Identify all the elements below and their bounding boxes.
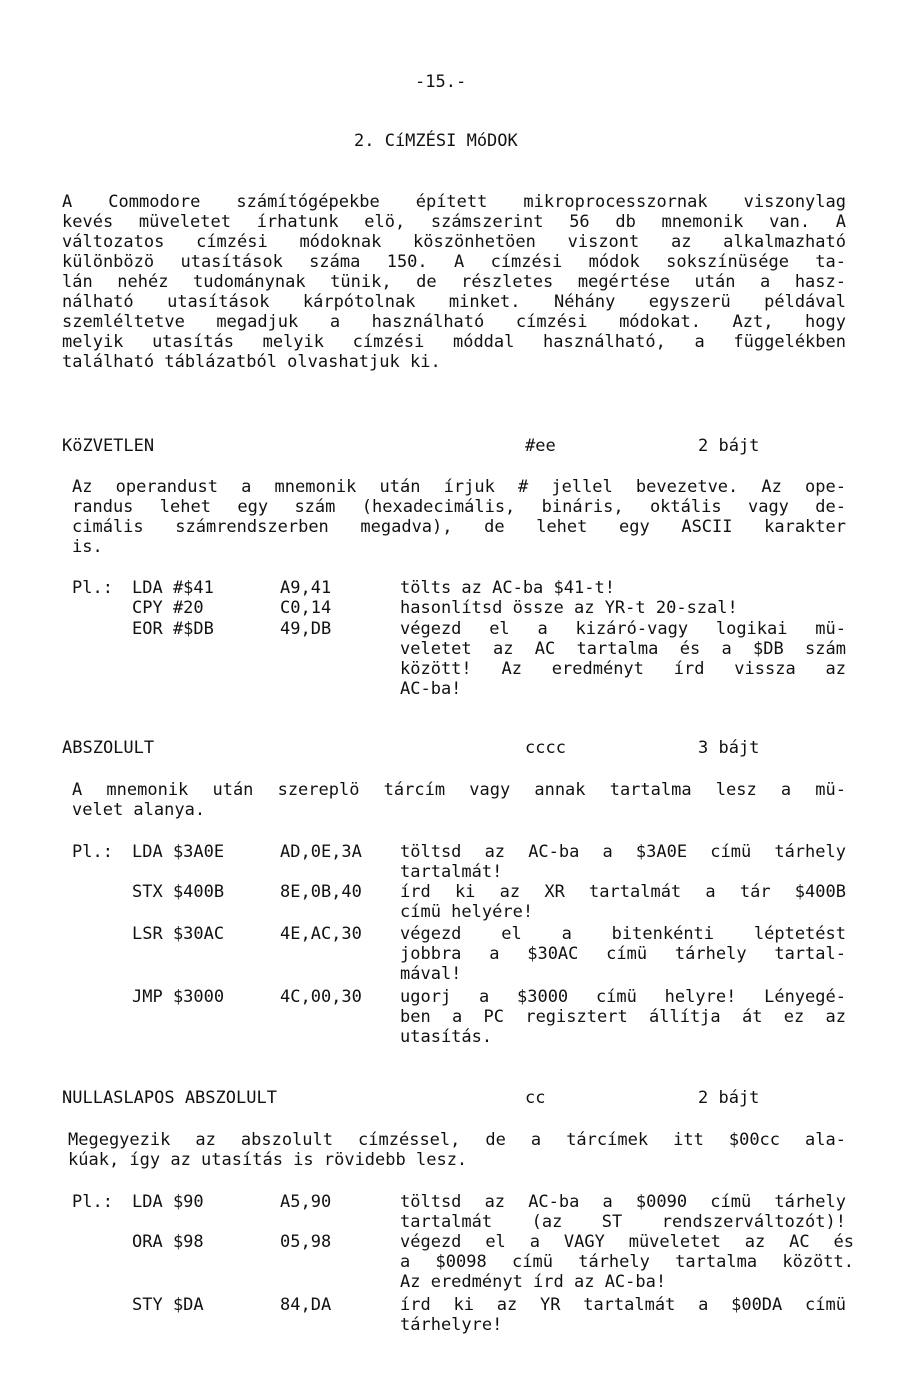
text-line: nálható utasítások kárpótolnak minket. Néhány egyszerü példával	[62, 292, 846, 312]
section-size: 2 bájt	[698, 1088, 760, 1108]
example-code: A9,41	[280, 578, 332, 598]
example-code: C0,14	[280, 598, 332, 618]
section-size: 3 bájt	[698, 738, 760, 758]
example-description	[400, 1232, 854, 1292]
example-description	[400, 882, 846, 922]
example-code: 4C,00,30	[280, 987, 362, 1007]
section-operand: #ee	[525, 436, 556, 456]
text-line: AC-ba!	[400, 679, 462, 699]
text-line: tartalmát!	[400, 862, 503, 882]
text-line: mával!	[400, 964, 462, 984]
example-code: 49,DB	[280, 619, 332, 639]
text-line: végezd el a kizáró-vagy logikai mü-	[400, 619, 846, 639]
example-instruction: CPY #20	[132, 598, 204, 618]
text-line: változatos címzési módoknak köszönhetöen viszont az alkalmazható	[62, 232, 846, 252]
text-line: randus lehet egy szám (hexadecimális, bináris, oktális vagy de-	[72, 497, 846, 517]
text-line: között! Az eredményt írd vissza az	[400, 659, 846, 679]
example-instruction: EOR #$DB	[132, 619, 214, 639]
section-name: ABSZOLULT	[62, 738, 155, 758]
example-instruction: JMP $3000	[132, 987, 225, 1007]
page-number: -15.-	[415, 72, 467, 92]
section-name: KöZVETLEN	[62, 436, 155, 456]
intro-paragraph	[62, 192, 846, 372]
text-line: Megegyezik az abszolult címzéssel, de a tárcímek itt $00cc ala-	[68, 1130, 846, 1150]
text-line: kúak, így az utasítás is rövidebb lesz.	[68, 1150, 468, 1170]
example-code: AD,0E,3A	[280, 842, 362, 862]
text-line: A Commodore számítógépekbe épített mikroprocesszornak viszonylag	[62, 192, 846, 212]
text-line: végezd el a VAGY müveletet az AC és	[400, 1232, 854, 1252]
text-line: lán nehéz tudománynak tünik, de részletes megértése után a hasz-	[62, 272, 846, 292]
text-line: szemléltetve megadjuk a használható címzési módokat. Azt, hogy	[62, 312, 846, 332]
example-instruction: LSR $30AC	[132, 924, 225, 944]
section-description	[72, 780, 846, 820]
example-code: 8E,0B,40	[280, 882, 362, 902]
example-code: 05,98	[280, 1232, 332, 1252]
text-line: végezd el a bitenkénti léptetést	[400, 924, 846, 944]
example-description	[400, 1192, 846, 1232]
text-line: kevés müveletet írhatunk elö, számszerint 56 db mnemonik van. A	[62, 212, 846, 232]
chapter-title: 2. CíMZÉSI MóDOK	[354, 131, 518, 151]
text-line: hasonlítsd össze az YR-t 20-szal!	[400, 598, 738, 618]
text-line: töltsd az AC-ba a $0090 címü tárhely	[400, 1192, 846, 1212]
section-description	[68, 1130, 846, 1170]
text-line: tölts az AC-ba $41-t!	[400, 578, 615, 598]
text-line: töltsd az AC-ba a $3A0E címü tárhely	[400, 842, 846, 862]
example-prefix: Pl.:	[72, 1192, 113, 1212]
example-instruction: LDA #$41	[132, 578, 214, 598]
text-line: jobbra a $30AC címü tárhely tartal-	[400, 944, 846, 964]
example-instruction: STY $DA	[132, 1295, 204, 1315]
example-code: 84,DA	[280, 1295, 332, 1315]
text-line: veletet az AC tartalma és a $DB szám	[400, 639, 846, 659]
example-instruction: LDA $90	[132, 1192, 204, 1212]
text-line: Az operandust a mnemonik után írjuk # jellel bevezetve. Az ope-	[72, 477, 846, 497]
example-code: A5,90	[280, 1192, 332, 1212]
example-description	[400, 578, 846, 598]
text-line: velet alanya.	[72, 800, 206, 820]
example-code: 4E,AC,30	[280, 924, 362, 944]
text-line: melyik utasítás melyik címzési móddal használható, a függelékben	[62, 332, 846, 352]
example-description	[400, 924, 846, 984]
example-description	[400, 1295, 846, 1335]
section-name: NULLASLAPOS ABSZOLULT	[62, 1088, 277, 1108]
text-line: tárhelyre!	[400, 1315, 503, 1335]
text-line: ben a PC regisztert állítja át ez az	[400, 1007, 846, 1027]
example-instruction: LDA $3A0E	[132, 842, 225, 862]
section-operand: cccc	[525, 738, 566, 758]
text-line: A mnemonik után szereplö tárcím vagy annak tartalma lesz a mü-	[72, 780, 846, 800]
example-description	[400, 598, 846, 618]
text-line: is.	[72, 537, 103, 557]
example-instruction: ORA $98	[132, 1232, 204, 1252]
text-line: tartalmát (az ST rendszerváltozót)!	[400, 1212, 846, 1232]
example-instruction: STX $400B	[132, 882, 225, 902]
section-size: 2 bájt	[698, 436, 760, 456]
text-line: írd ki az XR tartalmát a tár $400B	[400, 882, 846, 902]
example-description	[400, 619, 846, 699]
section-description	[72, 477, 846, 557]
text-line: a $0098 címü tárhely tartalma között.	[400, 1252, 854, 1272]
text-line: címü helyére!	[400, 902, 534, 922]
text-line: írd ki az YR tartalmát a $00DA címü	[400, 1295, 846, 1315]
text-line: ugorj a $3000 címü helyre! Lényegé-	[400, 987, 846, 1007]
example-prefix: Pl.:	[72, 578, 113, 598]
text-line: különbözö utasítások száma 150. A címzési módok sokszínüsége ta-	[62, 252, 846, 272]
example-prefix: Pl.:	[72, 842, 113, 862]
text-line: cimális számrendszerben megadva), de lehet egy ASCII karakter	[72, 517, 846, 537]
example-description	[400, 842, 846, 882]
text-line: utasítás.	[400, 1027, 493, 1047]
section-operand: cc	[525, 1088, 546, 1108]
example-description	[400, 987, 846, 1047]
text-line: található táblázatból olvashatjuk ki.	[62, 352, 441, 372]
text-line: Az eredményt írd az AC-ba!	[400, 1272, 667, 1292]
